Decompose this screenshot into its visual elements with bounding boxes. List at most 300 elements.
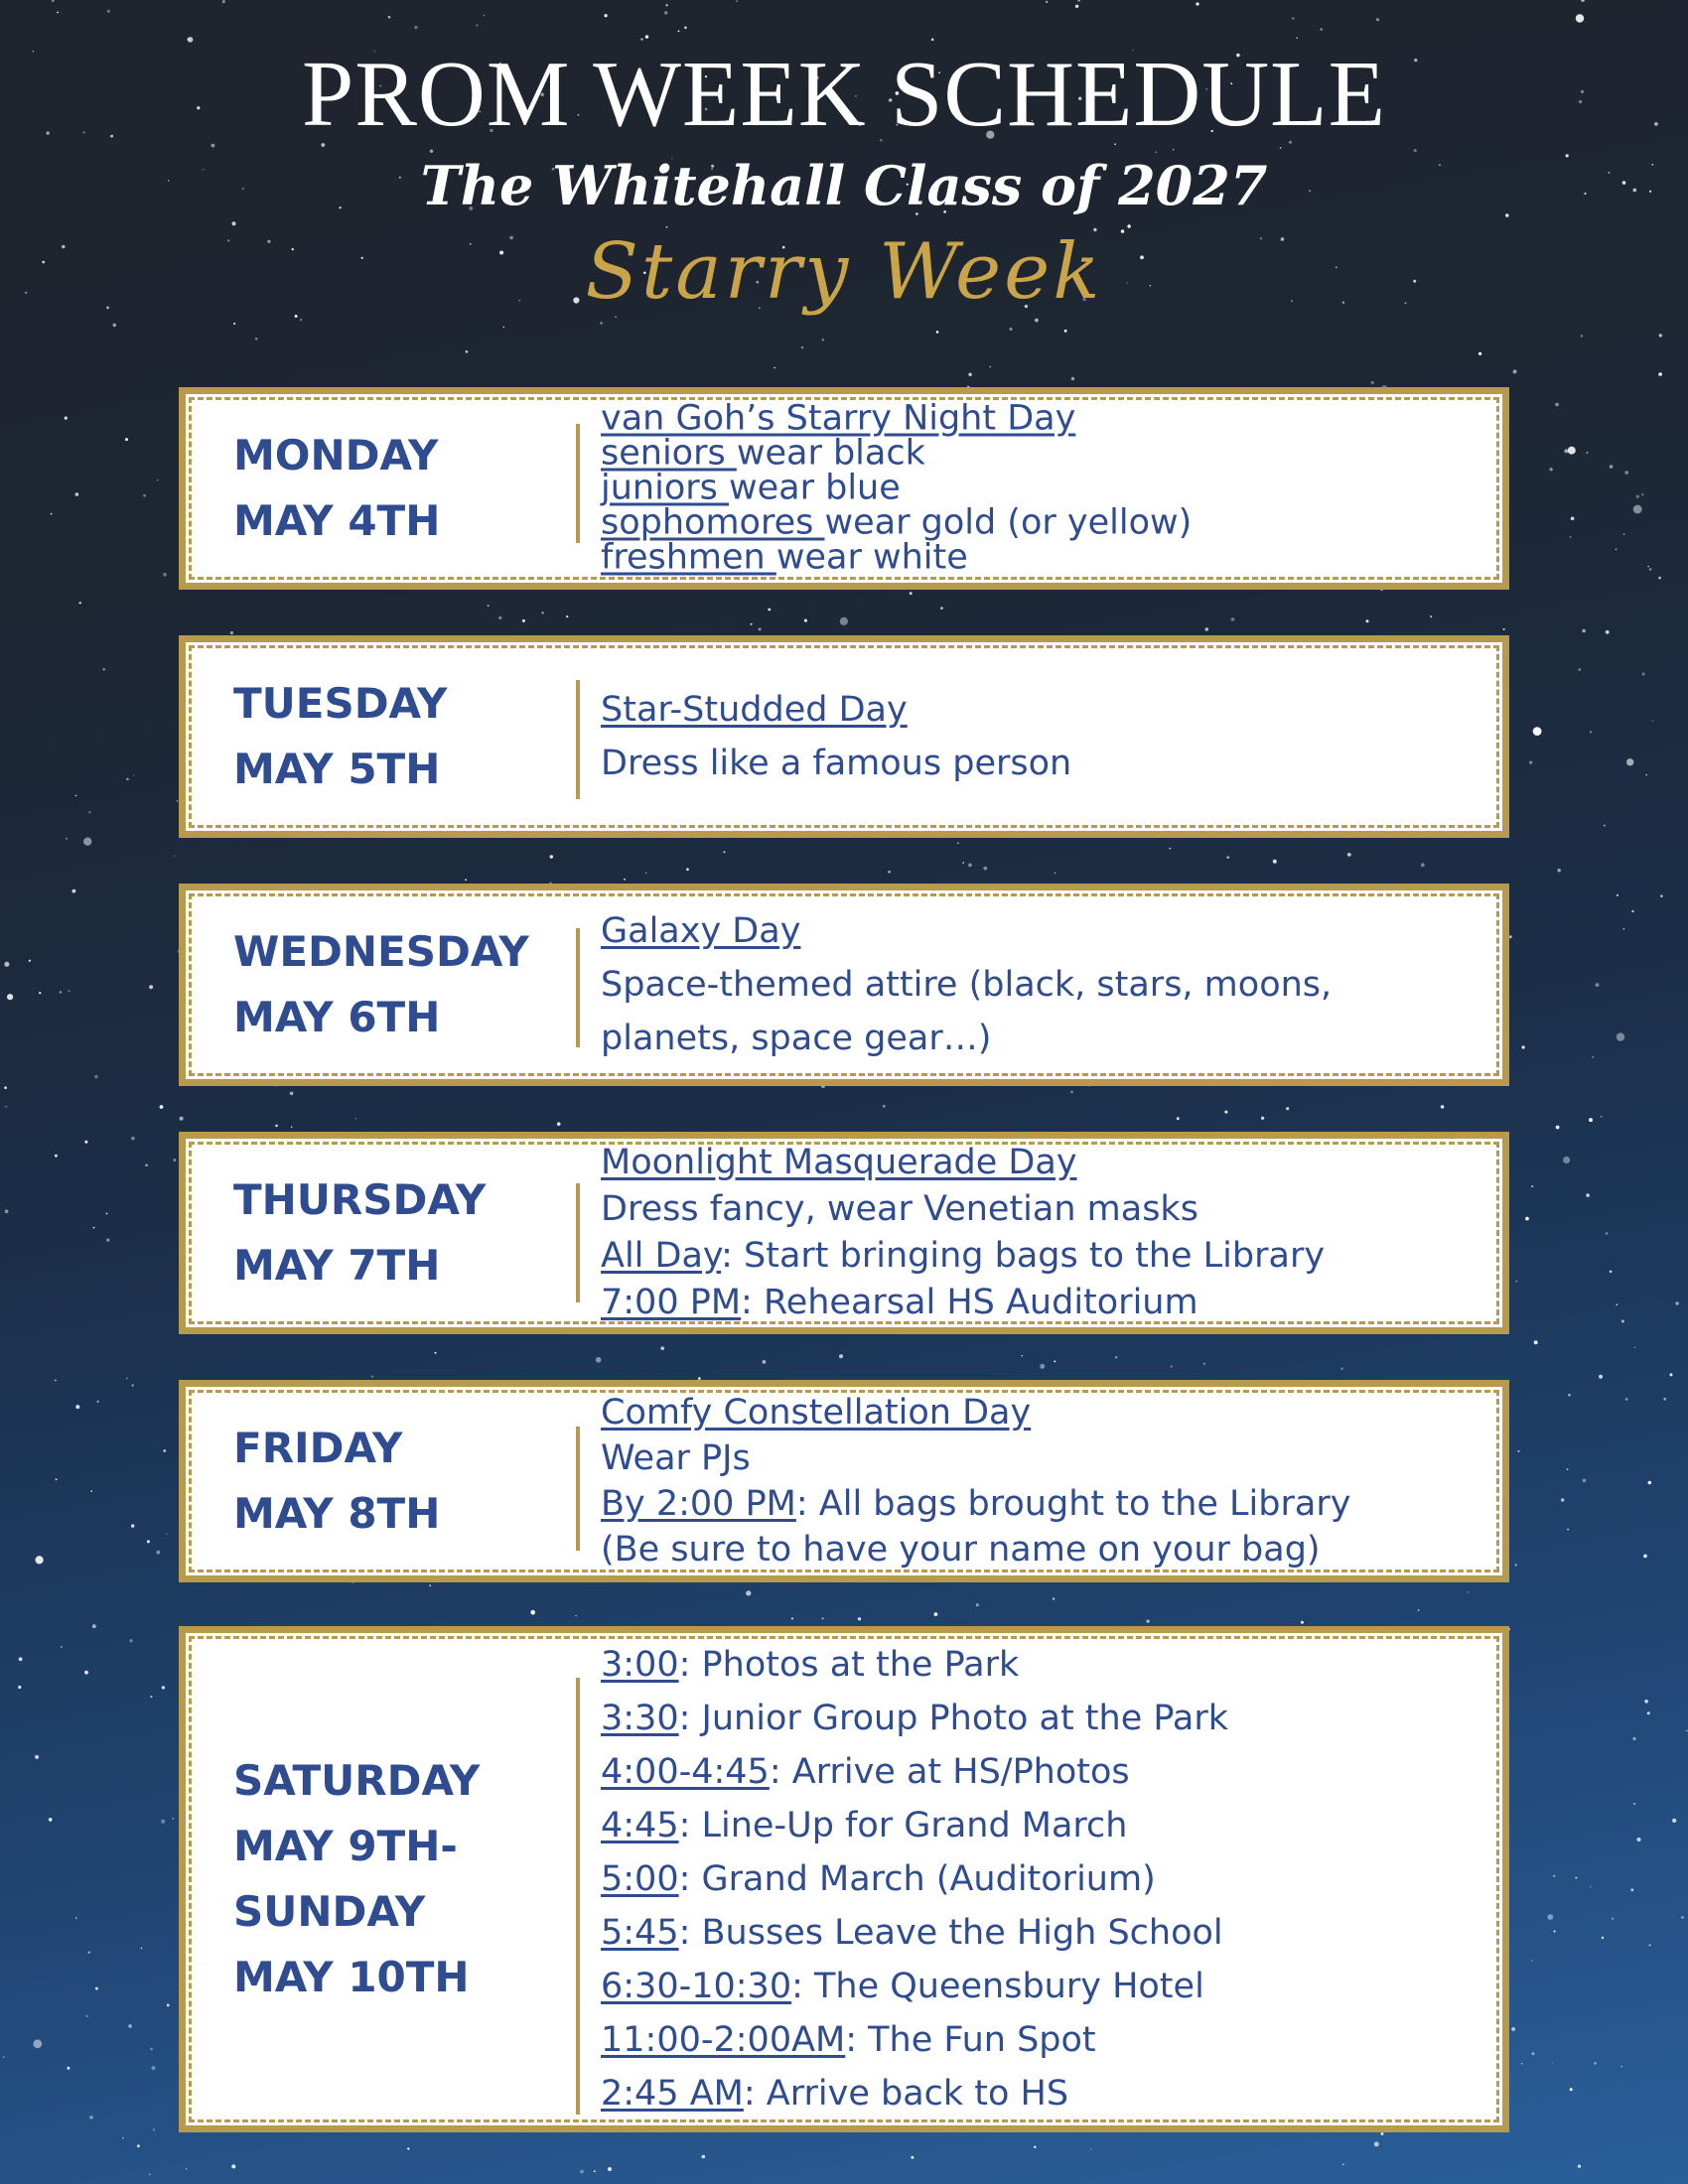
star-dot bbox=[1171, 1365, 1173, 1367]
day-details bbox=[601, 1638, 1482, 2120]
star-dot bbox=[126, 1378, 128, 1380]
star-dot bbox=[86, 2015, 88, 2017]
star-dot bbox=[152, 2066, 156, 2070]
star-dot bbox=[75, 492, 79, 496]
star-dot bbox=[1621, 2066, 1622, 2067]
day-name: SUNDAY bbox=[233, 1887, 426, 1936]
star-dot bbox=[355, 1118, 356, 1119]
star-dot bbox=[1514, 1564, 1516, 1566]
star-dot bbox=[1054, 1360, 1055, 1362]
star-dot bbox=[1681, 1916, 1684, 1919]
star-dot bbox=[1571, 517, 1575, 521]
star-dot bbox=[596, 1357, 602, 1363]
star-dot bbox=[976, 1603, 979, 1606]
star-dot bbox=[1642, 673, 1645, 676]
star-dot bbox=[1643, 1555, 1647, 1559]
day-label bbox=[233, 671, 571, 802]
star-dot bbox=[1616, 549, 1618, 551]
star-dot bbox=[1549, 468, 1552, 471]
star-dot bbox=[768, 609, 771, 612]
star-dot bbox=[133, 774, 134, 775]
star-dot bbox=[153, 2128, 155, 2130]
star-dot bbox=[1567, 1468, 1569, 1470]
star-dot bbox=[96, 1401, 98, 1403]
star-dot bbox=[522, 619, 525, 622]
star-dot bbox=[1567, 1529, 1569, 1531]
star-dot bbox=[1599, 1375, 1603, 1379]
star-dot bbox=[75, 1405, 79, 1409]
star-dot bbox=[542, 612, 544, 614]
star-dot bbox=[61, 1646, 63, 1648]
star-dot bbox=[95, 1987, 98, 1990]
star-dot bbox=[275, 1125, 277, 1127]
star-dot bbox=[1053, 1597, 1055, 1599]
star-dot bbox=[18, 1686, 21, 1689]
star-dot bbox=[1570, 536, 1572, 538]
star-dot bbox=[106, 1239, 109, 1242]
star-dot bbox=[60, 991, 62, 993]
star-dot bbox=[498, 616, 501, 619]
star-dot bbox=[1623, 928, 1624, 929]
star-dot bbox=[1518, 1450, 1520, 1452]
star-dot bbox=[4, 962, 9, 967]
star-dot bbox=[1633, 1803, 1635, 1805]
star-dot bbox=[1596, 983, 1600, 987]
star-dot bbox=[550, 855, 554, 859]
star-dot bbox=[174, 856, 175, 857]
star-dot bbox=[143, 494, 146, 497]
star-dot bbox=[1644, 1700, 1648, 1704]
star-dot bbox=[435, 1352, 437, 1354]
divider-line bbox=[576, 928, 580, 1047]
star-dot bbox=[1617, 894, 1618, 896]
star-dot bbox=[149, 2174, 150, 2175]
star-dot bbox=[72, 889, 76, 893]
star-dot bbox=[90, 1490, 92, 1492]
star-dot bbox=[645, 873, 646, 874]
star-dot bbox=[36, 1556, 44, 1564]
star-dot bbox=[83, 838, 91, 846]
star-dot bbox=[983, 867, 987, 871]
star-dot bbox=[1525, 1217, 1529, 1221]
star-dot bbox=[1623, 534, 1624, 535]
day-label bbox=[233, 1416, 571, 1547]
star-dot bbox=[167, 2004, 170, 2007]
star-dot bbox=[92, 1624, 96, 1628]
star-dot bbox=[580, 2170, 584, 2174]
star-dot bbox=[75, 1917, 76, 1918]
star-dot bbox=[186, 2168, 187, 2169]
day-card-saturday-sunday bbox=[179, 1626, 1509, 2132]
star-dot bbox=[1579, 668, 1582, 671]
star-dot bbox=[125, 438, 128, 441]
star-dot bbox=[465, 879, 467, 881]
starry-week-tagline: Starry Week bbox=[585, 227, 1103, 317]
star-dot bbox=[1556, 1126, 1560, 1130]
star-dot bbox=[1555, 403, 1559, 407]
star-dot bbox=[141, 1948, 142, 1949]
schedule-line: 11:00-2:00AM: The Fun Spot bbox=[601, 2020, 1096, 2060]
star-dot bbox=[122, 2137, 124, 2139]
star-dot bbox=[1602, 1937, 1604, 1939]
star-dot bbox=[79, 602, 81, 604]
star-dot bbox=[1553, 1875, 1555, 1877]
star-dot bbox=[1531, 1185, 1533, 1187]
detail-line: sophomores wear gold (or yellow) bbox=[601, 502, 1193, 543]
schedule-line: 4:45: Line-Up for Grand March bbox=[601, 1806, 1128, 1845]
star-dot bbox=[1347, 853, 1351, 857]
star-dot bbox=[1586, 452, 1588, 454]
star-dot bbox=[968, 864, 972, 868]
schedule-line: 2:45 AM: Arrive back to HS bbox=[601, 2074, 1069, 2114]
day-name: WEDNESDAY bbox=[233, 927, 529, 976]
star-dot bbox=[1115, 1356, 1117, 1358]
star-dot bbox=[858, 1617, 861, 1620]
star-dot bbox=[1625, 1398, 1628, 1401]
day-name: SATURDAY bbox=[233, 1756, 481, 1805]
star-dot bbox=[3, 2056, 5, 2058]
star-dot bbox=[128, 2024, 132, 2028]
star-dot bbox=[1340, 1368, 1342, 1370]
star-dot bbox=[164, 1449, 166, 1451]
star-dot bbox=[1503, 628, 1505, 630]
detail-line: (Be sure to have your name on your bag) bbox=[601, 1530, 1321, 1570]
star-dot bbox=[723, 851, 725, 853]
star-dot bbox=[1203, 1363, 1205, 1365]
star-dot bbox=[883, 1105, 886, 1108]
star-dot bbox=[1630, 1888, 1633, 1891]
star-dot bbox=[55, 1380, 57, 1382]
star-dot bbox=[173, 1818, 175, 1820]
star-dot bbox=[1663, 1398, 1666, 1401]
star-dot bbox=[962, 862, 964, 864]
star-dot bbox=[7, 994, 13, 1000]
star-dot bbox=[1637, 1838, 1641, 1842]
day-details bbox=[601, 683, 1482, 790]
star-dot bbox=[407, 2147, 409, 2149]
star-dot bbox=[1593, 1056, 1594, 1057]
star-dot bbox=[1564, 449, 1568, 453]
star-dot bbox=[1586, 1193, 1590, 1197]
star-dot bbox=[1633, 505, 1642, 514]
day-name: THURSDAY bbox=[233, 1175, 487, 1224]
star-dot bbox=[1521, 2063, 1522, 2064]
star-dot bbox=[231, 2164, 235, 2168]
star-dot bbox=[33, 2039, 42, 2048]
detail-line: freshmen wear white bbox=[601, 537, 968, 578]
day-date: MAY 5TH bbox=[233, 745, 441, 793]
star-dot bbox=[1621, 1320, 1624, 1323]
star-dot bbox=[1645, 774, 1646, 775]
star-dot bbox=[1273, 860, 1277, 864]
star-dot bbox=[5, 1209, 9, 1213]
star-dot bbox=[1226, 856, 1229, 859]
star-dot bbox=[66, 838, 68, 840]
star-dot bbox=[624, 879, 626, 881]
star-dot bbox=[1652, 720, 1653, 721]
theme-title: Moonlight Masquerade Day bbox=[601, 1143, 1077, 1182]
day-details bbox=[601, 1390, 1482, 1572]
star-dot bbox=[1624, 471, 1628, 475]
star-dot bbox=[1224, 1111, 1227, 1114]
star-dot bbox=[156, 1551, 160, 1555]
star-dot bbox=[1366, 619, 1369, 622]
star-dot bbox=[69, 990, 70, 992]
star-dot bbox=[1261, 1117, 1264, 1120]
star-dot bbox=[137, 2144, 140, 2147]
header bbox=[0, 0, 1688, 387]
star-dot bbox=[1531, 2052, 1534, 2055]
star-dot bbox=[1606, 1232, 1609, 1235]
star-dot bbox=[1533, 727, 1542, 736]
star-dot bbox=[1649, 1944, 1651, 1946]
star-dot bbox=[840, 617, 848, 625]
star-dot bbox=[55, 1155, 58, 1158]
theme-title: Star-Studded Day bbox=[601, 690, 908, 730]
star-dot bbox=[530, 1610, 535, 1615]
class-subtitle: The Whitehall Class of 2027 bbox=[420, 154, 1268, 217]
star-dot bbox=[162, 1686, 165, 1689]
star-dot bbox=[1515, 1281, 1517, 1283]
detail-line: Space-themed attire (black, stars, moons, bbox=[601, 965, 1333, 1005]
day-details bbox=[601, 904, 1482, 1065]
star-dot bbox=[566, 615, 568, 617]
star-dot bbox=[145, 1164, 147, 1166]
star-dot bbox=[1522, 1045, 1525, 1048]
day-date: MAY 10TH bbox=[233, 1953, 470, 2001]
star-dot bbox=[150, 2048, 153, 2051]
star-dot bbox=[1421, 863, 1425, 867]
star-dot bbox=[1590, 1886, 1591, 1887]
star-dot bbox=[1563, 1157, 1570, 1163]
star-dot bbox=[1617, 1032, 1624, 1040]
star-dot bbox=[1568, 447, 1576, 455]
star-dot bbox=[103, 668, 105, 670]
star-dot bbox=[1205, 627, 1209, 631]
star-dot bbox=[132, 1384, 134, 1386]
star-dot bbox=[686, 868, 689, 871]
star-dot bbox=[230, 631, 233, 634]
day-date: MAY 6TH bbox=[233, 993, 441, 1041]
day-card-thursday bbox=[179, 1132, 1509, 1334]
star-dot bbox=[4, 1086, 7, 1089]
star-dot bbox=[1610, 1271, 1613, 1274]
star-dot bbox=[1606, 630, 1610, 634]
schedule-line: 4:00-4:45: Arrive at HS/Photos bbox=[601, 1752, 1130, 1792]
star-dot bbox=[84, 1141, 87, 1144]
star-dot bbox=[746, 1590, 751, 1595]
star-dot bbox=[1374, 2141, 1379, 2146]
star-dot bbox=[51, 513, 53, 515]
star-dot bbox=[84, 1671, 88, 1675]
star-dot bbox=[1660, 895, 1662, 897]
star-dot bbox=[1022, 1355, 1023, 1356]
star-dot bbox=[150, 1696, 152, 1698]
star-dot bbox=[19, 1657, 23, 1661]
star-dot bbox=[49, 1818, 53, 1822]
star-dot bbox=[1070, 1091, 1073, 1094]
star-dot bbox=[1575, 1877, 1577, 1879]
star-dot bbox=[106, 1213, 108, 1215]
star-dot bbox=[1381, 2132, 1384, 2135]
star-dot bbox=[1441, 1105, 1445, 1109]
divider-line bbox=[576, 680, 580, 799]
star-dot bbox=[934, 1612, 938, 1616]
star-dot bbox=[1547, 1914, 1553, 1920]
star-dot bbox=[1626, 758, 1633, 765]
star-dot bbox=[56, 1478, 58, 1480]
page-title: PROM WEEK SCHEDULE bbox=[301, 43, 1387, 146]
star-dot bbox=[751, 623, 753, 625]
star-dot bbox=[1649, 568, 1652, 571]
star-dot bbox=[1509, 935, 1512, 938]
star-dot bbox=[39, 992, 41, 994]
star-dot bbox=[1675, 1301, 1678, 1304]
star-dot bbox=[89, 2116, 92, 2118]
detail-line: All Day: Start bringing bags to the Library bbox=[601, 1236, 1326, 1276]
star-dot bbox=[131, 1137, 135, 1141]
star-dot bbox=[759, 627, 762, 630]
day-name: TUESDAY bbox=[233, 679, 448, 728]
theme-title: van Goh’s Starry Night Day bbox=[601, 398, 1076, 439]
star-dot bbox=[157, 479, 158, 480]
star-dot bbox=[660, 1346, 664, 1350]
star-dot bbox=[1590, 731, 1592, 733]
star-dot bbox=[557, 1122, 561, 1126]
star-dot bbox=[163, 573, 167, 577]
star-dot bbox=[1601, 1116, 1603, 1118]
star-dot bbox=[488, 605, 490, 607]
star-dot bbox=[957, 843, 958, 844]
day-date: MAY 8TH bbox=[233, 1489, 441, 1538]
star-dot bbox=[371, 1376, 373, 1378]
schedule-line: 3:00: Photos at the Park bbox=[601, 1645, 1020, 1685]
star-dot bbox=[888, 871, 891, 874]
star-dot bbox=[129, 1639, 132, 1642]
star-dot bbox=[1552, 2062, 1553, 2063]
star-dot bbox=[1534, 1340, 1538, 1344]
star-dot bbox=[180, 1117, 184, 1121]
star-dot bbox=[147, 1540, 150, 1543]
day-date: MAY 9TH- bbox=[233, 1822, 458, 1870]
star-dot bbox=[131, 1524, 134, 1527]
star-dot bbox=[35, 1755, 39, 1759]
star-dot bbox=[804, 619, 807, 622]
star-dot bbox=[910, 592, 913, 595]
day-card-monday bbox=[179, 387, 1509, 590]
divider-line bbox=[576, 424, 580, 543]
star-dot bbox=[940, 607, 943, 610]
star-dot bbox=[576, 1615, 577, 1616]
star-dot bbox=[126, 778, 129, 781]
schedule-line: 5:45: Busses Leave the High School bbox=[601, 1913, 1223, 1953]
star-dot bbox=[149, 985, 153, 989]
day-date: MAY 7TH bbox=[233, 1241, 441, 1290]
star-dot bbox=[1636, 495, 1639, 498]
star-dot bbox=[94, 1075, 97, 1078]
star-dot bbox=[1631, 910, 1633, 912]
star-dot bbox=[1531, 1960, 1533, 1962]
detail-line: Wear PJs bbox=[601, 1438, 751, 1478]
star-dot bbox=[822, 1617, 824, 1619]
star-dot bbox=[1617, 1304, 1618, 1306]
star-dot bbox=[1529, 761, 1532, 764]
star-dot bbox=[1511, 2027, 1515, 2031]
divider-line bbox=[576, 1183, 580, 1302]
star-dot bbox=[1418, 1609, 1420, 1611]
detail-line: 7:00 PM: Rehearsal HS Auditorium bbox=[601, 1283, 1198, 1322]
star-dot bbox=[763, 1360, 767, 1364]
star-dot bbox=[291, 1127, 292, 1128]
star-dot bbox=[1647, 1711, 1650, 1714]
star-dot bbox=[160, 1105, 164, 1109]
schedule-line: 3:30: Junior Group Photo at the Park bbox=[601, 1699, 1229, 1738]
star-dot bbox=[166, 1534, 167, 1535]
star-dot bbox=[1301, 1621, 1304, 1624]
star-dot bbox=[1554, 1930, 1556, 1932]
star-dot bbox=[1034, 2146, 1036, 2148]
star-dot bbox=[290, 1092, 294, 1096]
star-dot bbox=[75, 795, 76, 796]
star-dot bbox=[1342, 2164, 1344, 2166]
theme-title: Comfy Constellation Day bbox=[601, 1393, 1032, 1433]
star-dot bbox=[161, 1820, 165, 1824]
star-dot bbox=[1467, 1591, 1468, 1592]
star-dot bbox=[1604, 825, 1606, 827]
day-details bbox=[601, 1140, 1482, 1326]
divider-line bbox=[576, 1678, 580, 2115]
star-dot bbox=[1641, 493, 1643, 495]
star-dot bbox=[1583, 1479, 1587, 1483]
star-dot bbox=[174, 1159, 177, 1161]
star-dot bbox=[1610, 465, 1614, 469]
star-dot bbox=[1578, 2165, 1581, 2168]
star-dot bbox=[1090, 2148, 1091, 2149]
detail-line: seniors wear black bbox=[601, 433, 925, 474]
star-dot bbox=[1568, 1394, 1571, 1397]
star-dot bbox=[1570, 2088, 1573, 2091]
star-dot bbox=[1670, 1373, 1673, 1376]
star-dot bbox=[1147, 1620, 1150, 1623]
star-dot bbox=[791, 1617, 793, 1619]
day-card-wednesday bbox=[179, 884, 1509, 1086]
day-label bbox=[233, 423, 571, 554]
star-dot bbox=[67, 2067, 70, 2070]
day-details bbox=[601, 398, 1482, 578]
day-date: MAY 4TH bbox=[233, 496, 441, 545]
star-dot bbox=[1561, 1498, 1565, 1502]
star-dot bbox=[1040, 1364, 1045, 1369]
star-dot bbox=[1612, 1918, 1614, 1920]
star-dot bbox=[594, 2170, 596, 2172]
star-dot bbox=[702, 2155, 706, 2159]
star-dot bbox=[1170, 848, 1172, 850]
detail-line: planets, space gear…) bbox=[601, 1019, 992, 1058]
star-dot bbox=[1647, 566, 1649, 568]
star-dot bbox=[65, 417, 68, 420]
star-dot bbox=[911, 2156, 914, 2159]
day-name: MONDAY bbox=[233, 431, 439, 479]
star-dot bbox=[1430, 615, 1432, 617]
star-dot bbox=[1286, 1107, 1289, 1110]
star-dot bbox=[1558, 869, 1561, 872]
star-dot bbox=[1582, 629, 1586, 633]
day-name: FRIDAY bbox=[233, 1424, 403, 1472]
day-label bbox=[233, 919, 571, 1050]
theme-title: Galaxy Day bbox=[601, 911, 801, 951]
day-card-tuesday bbox=[179, 635, 1509, 838]
day-card-friday bbox=[179, 1380, 1509, 1582]
